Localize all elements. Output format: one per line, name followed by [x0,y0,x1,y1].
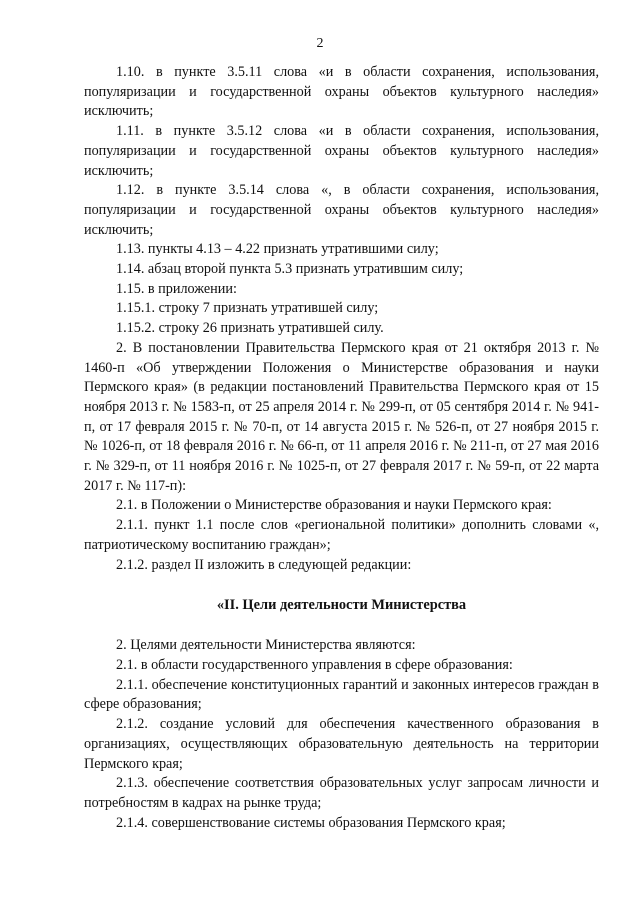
paragraph: 2.1. в Положении о Министерстве образования и науки Пермского края: [116,497,552,514]
paragraph: 1.14. абзац второй пункта 5.3 признать утратившим силу; [116,261,464,278]
paragraph: 2.1.2. раздел II изложить в следующей редакции: [116,556,412,573]
paragraph: 1.15. в приложении: [116,280,237,297]
paragraph: 2.1.3. обеспечение соответствия образовательных услуг запросам личности и потребностям в кадрах на рынке труда; [84,775,599,811]
paragraph: 2.1.1. пункт 1.1 после слов «региональной политики» дополнить словами «, патриотическому воспитанию граждан»; [84,517,599,553]
page-number: 2 [316,36,324,51]
paragraph: 1.12. в пункте 3.5.14 слова «, в области сохранения, использования, популяризации и государственной охраны объектов культурного наследия» исключить; [84,182,599,238]
paragraphs-after-heading [84,636,599,833]
paragraph: 1.15.1. строку 7 признать утратившей силу; [116,300,379,317]
document-body [84,63,599,833]
paragraph: 1.15.2. строку 26 признать утратившей силу. [116,320,384,337]
paragraph: 1.13. пункты 4.13 – 4.22 признать утратившими силу; [116,241,439,258]
paragraph: 1.11. в пункте 3.5.12 слова «и в области сохранения, использования, популяризации и государственной охраны объектов культурного наследия» исключить; [84,123,599,179]
paragraph: 2.1.4. совершенствование системы образования Пермского края; [116,814,506,831]
paragraph: 2. В постановлении Правительства Пермского края от 21 октября 2013 г. № 1460-п «Об утверждении Положения о Министерстве образования и науки Пермского края» (в редакции постановлений Правительства Пермского края от 15 ноября 2013 г. № 1583-п, от 25 апреля 2014 г. № 299-п, от 05 сентября 2014 г. № 941-п, от 17 февраля 2015 г. № 70-п, от 14 августа 2015 г. № 526-п, от 27 ноября 2015 г. № 1026-п, от 18 февраля 2016 г. № 66-п, от 11 апреля 2016 г. № 211-п, от 27 мая 2016 г. № 329-п, от 11 ноября 2016 г. № 1025-п, от 27 февраля 2017 г. № 59-п, от 22 марта 2017 г. № 117-п): [84,339,599,494]
paragraph: 2.1.1. обеспечение конституционных гарантий и законных интересов граждан в сфере образования; [84,676,599,713]
paragraph: 2.1. в области государственного управления в сфере образования: [116,656,513,673]
paragraph: 2.1.2. создание условий для обеспечения качественного образования в организациях, осуществляющих образовательную деятельность на территории Пермского края; [84,716,599,772]
paragraphs-before-heading [84,63,599,575]
section-heading: «II. Цели деятельности Министерства [216,597,467,614]
paragraph: 2. Целями деятельности Министерства являются: [116,637,416,654]
paragraph: 1.10. в пункте 3.5.11 слова «и в области сохранения, использования, популяризации и государственной охраны объектов культурного наследия» исключить; [84,64,599,120]
